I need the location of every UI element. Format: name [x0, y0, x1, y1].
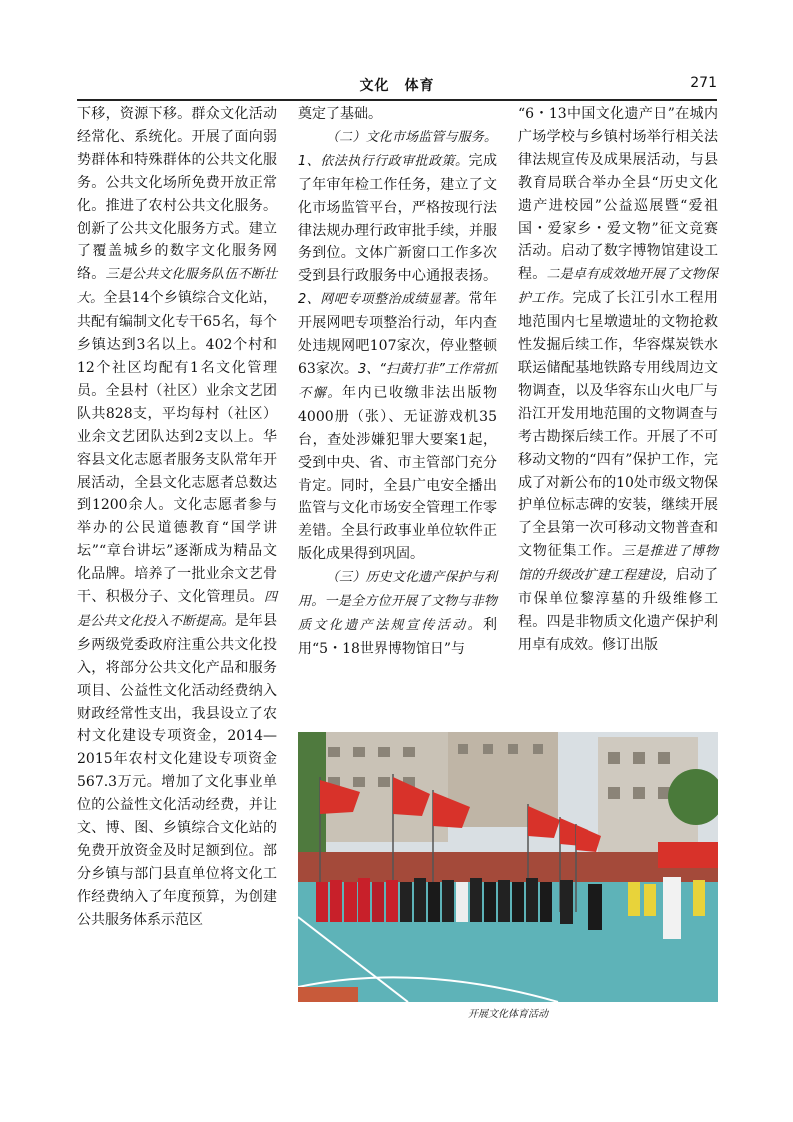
emphasis-heading: 四是公共文化投入不断提高。 [77, 590, 277, 629]
photo-caption: 开展文化体育活动 [468, 1009, 548, 1020]
sports-activity-photo [298, 732, 718, 1002]
emphasis-heading: 3、“扫黄打非”工作常抓不懈。 [298, 361, 497, 401]
text-run: 年内已收缴非法出版物4000册（张）、无证游戏机35台，查处涉嫌犯罪大要案1起，受到中央、省、市主管部门充分肯定。同时，全县广电安全播出监管与文化市场安全管理工作零差错。全县行政事业单位软件正版化成果得到巩固。 [298, 384, 497, 563]
text-run: 利用“5・18世界博物馆日”与 [298, 616, 497, 657]
emphasis-heading: 三是公共文化服务队伍不断壮大。 [77, 267, 277, 307]
text-run: “6・13中国文化遗产日”在城内广场学校与乡镇村场举行相关法律法规宣传及成果展活动，与县教育局联合举办全县“历史文化遗产进校园”公益巡展暨“爱祖国・爱家乡・爱文物”征文竞赛活动。启动了数字博物馆建设工程。 [518, 106, 718, 283]
text-run: 常年开展网吧专项整治行动，年内查处违规网吧107家次，停业整顿63家次。 [298, 291, 497, 377]
emphasis-heading: （二）文化市场监管与服务。1、依法执行行政审批政策。 [298, 129, 497, 169]
emphasis-heading: 2、网吧专项整治成绩显著。 [298, 292, 469, 308]
banner-right [658, 842, 718, 868]
paragraph [518, 103, 718, 657]
text-column-2 [298, 103, 497, 661]
paragraph: 奠定了基础。 [298, 106, 382, 122]
text-run: 是年县乡两级党委政府注重公共文化投入，将部分公共文化产品和服务项目、公益性文化活动经费纳入财政经常性支出，我县设立了农村文化建设专项资金，2014—2015年农村文化建设专项资金567.3万元。增加了文化事业单位的公益性文化活动经费，并让文、博、图、乡镇综合文化站的免费开放资金及时足额到位。部分乡镇与部门县直单位将文化工作经费纳入了年度预算，为创建公共服务体系示范区 [77, 612, 277, 928]
text-run: 下移，资源下移。群众文化活动经常化、系统化。开展了面向弱势群体和特殊群体的公共文化服务。公共文化场所免费开放正常化。推进了农村公共文化服务。创新了公共文化服务方式。建立了覆盖城乡的数字文化服务网络。 [77, 106, 277, 283]
running-header [77, 75, 717, 97]
text-run: 完成了长江引水工程用地范围内七星墩遗址的文物抢救性发掘后续工作，华容煤炭铁水联运储配基地铁路专用线周边文物调查，以及华容东山火电厂与沿江开发用地范围的文物调查与考古勘探后续工作。开展了不可移动文物的“四有”保护工作，完成了对新公布的10处市级文物保护单位标志碑的安装，继续开展了全县第一次可移动文物普查和文物征集工作。 [518, 290, 718, 560]
text-column-1 [77, 103, 277, 932]
text-run: 完成了年审年检工作任务，建立了文化市场监管平台，严格按现行法律法规办理行政审批手续，并服务到位。文体广新窗口工作多次受到县行政服务中心通报表扬。 [298, 152, 497, 285]
emphasis-heading: 二是卓有成效地开展了文物保护工作。 [518, 267, 718, 307]
page-number: 271 [690, 75, 717, 91]
text-column-3 [518, 103, 718, 657]
emphasis-heading: （三）历史文化遗产保护与利用。一是全方位开展了文物与非物质文化遗产法规宣传活动。 [298, 570, 497, 633]
emphasis-heading: 三是推进了博物馆的升级改扩建工程建设， [518, 544, 718, 584]
text-run: 全县14个乡镇综合文化站，共配有编制文化专干65名，每个乡镇达到3名以上。402个村和12个社区均配有1名文化管理员。全县村（社区）业余文艺团队共828支，平均每村（社区）业余文艺团队达到2支以上。华容县文化志愿者服务支队常年开展活动，全县文化志愿者总数达到1200余人。文化志愿者参与举办的公民道德教育“国学讲坛”“章台讲坛”逐渐成为精品文化品牌。培养了一批业余文艺骨干、积极分子、文化管理员。 [77, 290, 277, 606]
court-edge [298, 987, 358, 1002]
photo-illustration [298, 732, 718, 1002]
header-rule [77, 99, 717, 101]
section-title: 文化 体育 [359, 78, 435, 94]
text-run: 启动了市保单位黎淳墓的升级维修工程。四是非物质文化遗产保护利用卓有成效。修订出版 [518, 567, 718, 653]
paragraph [298, 126, 497, 566]
paragraph [298, 566, 497, 661]
paragraph [77, 103, 277, 932]
